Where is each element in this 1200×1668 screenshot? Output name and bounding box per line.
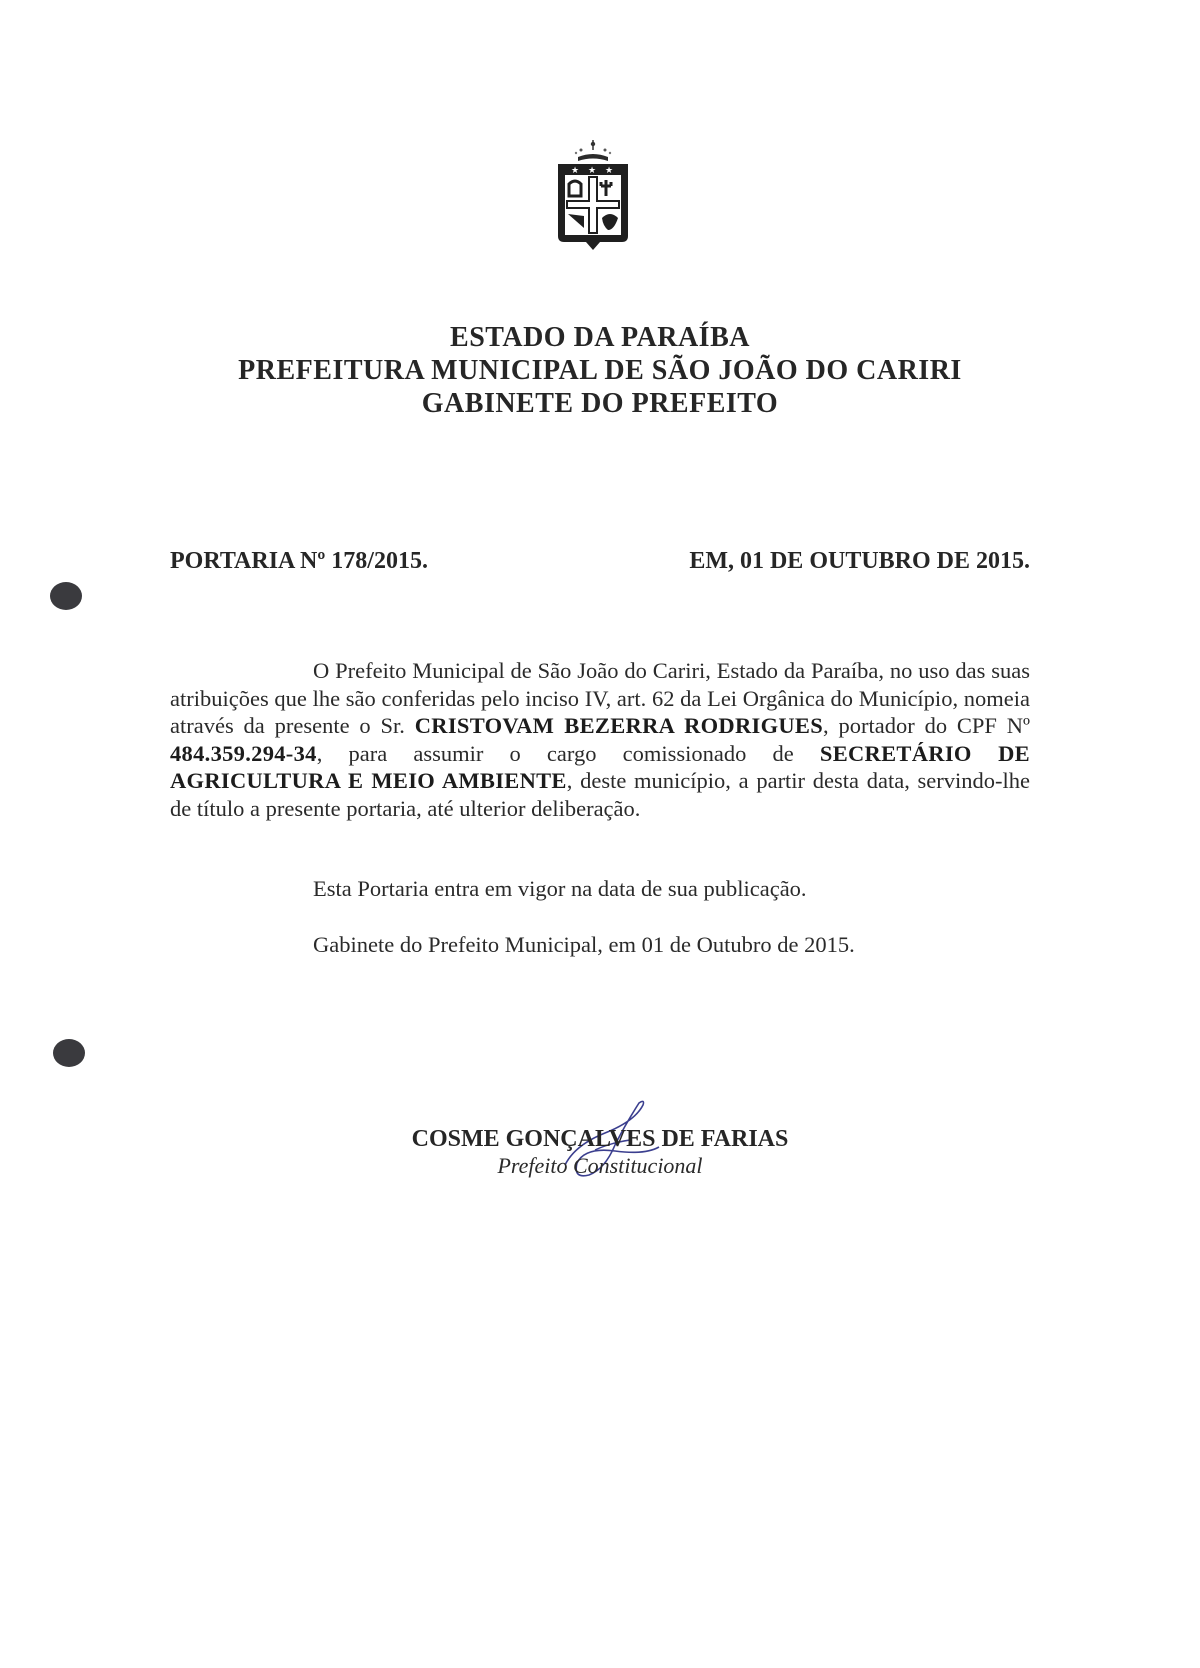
svg-text:★: ★ — [571, 166, 580, 176]
header-office: GABINETE DO PREFEITO — [421, 388, 779, 419]
signer-name: COSME GONÇALVES DE FARIAS — [411, 1126, 789, 1152]
portaria-number: PORTARIA Nº 178/2015. — [170, 548, 428, 574]
body-text-part4: , deste município, a partir desta data, servindo-lhe de título a presente portaria, até ulterior deliberação. — [170, 768, 1031, 821]
punch-hole — [53, 1039, 85, 1067]
punch-hole — [50, 582, 82, 610]
closing-line: Gabinete do Prefeito Municipal, em 01 de Outubro de 2015. — [313, 932, 855, 957]
position-title: SECRETÁRIO DE AGRICULTURA E MEIO AMBIENTE — [170, 740, 1030, 794]
body-text-part2: , portador do CPF Nº — [823, 713, 1031, 739]
appointee-name: CRISTOVAM BEZERRA RODRIGUES — [414, 713, 824, 739]
signer-title: Prefeito Constitucional — [497, 1153, 703, 1178]
municipal-coat-of-arms-icon — [548, 138, 638, 256]
portaria-date: EM, 01 DE OUTUBRO DE 2015. — [689, 548, 1030, 574]
svg-text:★: ★ — [605, 166, 614, 176]
body-paragraph — [170, 657, 1030, 823]
body-text-part3: , para assumir o cargo comissionado de — [316, 740, 820, 766]
body-text-part1: O Prefeito Municipal de São João do Cariri, Estado da Paraíba, no uso das suas atribuições que lhe são conferidas pelo inciso IV, art. 62 da Lei Orgânica do Município, nomeia através da presente o Sr. — [170, 658, 1030, 739]
header-state: ESTADO DA PARAÍBA — [450, 322, 750, 353]
header-municipality: PREFEITURA MUNICIPAL DE SÃO JOÃO DO CARIRI — [238, 355, 962, 386]
effective-clause: Esta Portaria entra em vigor na data de sua publicação. — [313, 876, 807, 901]
appointee-cpf: 484.359.294-34 — [170, 740, 317, 766]
svg-text:★: ★ — [588, 166, 597, 176]
